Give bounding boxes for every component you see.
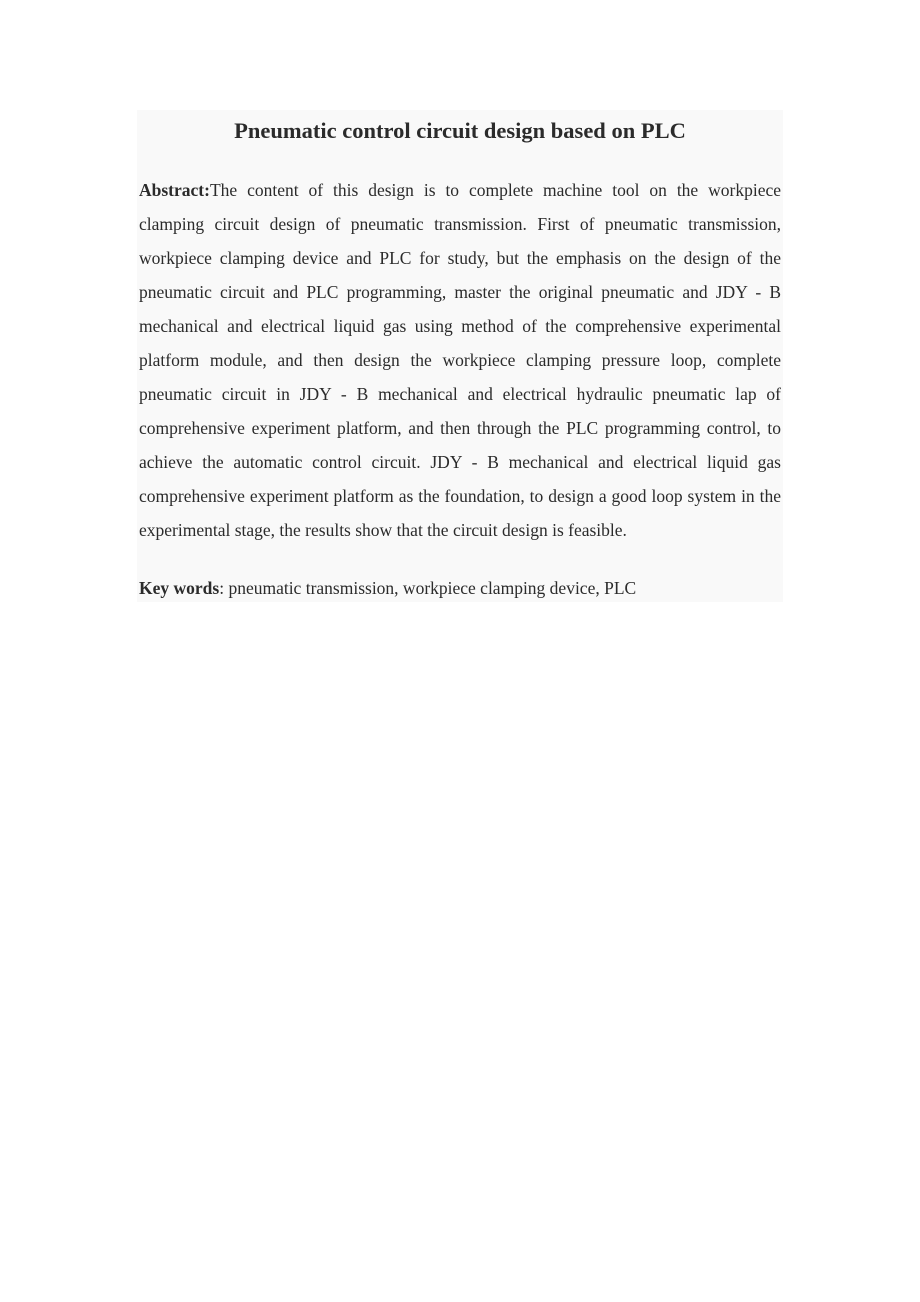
keywords-paragraph [139, 571, 781, 605]
keywords-text: : pneumatic transmission, workpiece clamping device, PLC [219, 578, 637, 598]
abstract-text: The content of this design is to complete machine tool on the workpiece clamping circuit design of pneumatic transmission. First of pneumatic transmission, workpiece clamping device and PLC for study, but the emphasis on the design of the pneumatic circuit and PLC programming, master the original pneumatic and JDY - B mechanical and electrical liquid gas using method of the comprehensive experimental platform module, and then design the workpiece clamping pressure loop, complete pneumatic circuit in JDY - B mechanical and electrical hydraulic pneumatic lap of comprehensive experiment platform, and then through the PLC programming control, to achieve the automatic control circuit. JDY - B mechanical and electrical liquid gas comprehensive experiment platform as the foundation, to design a good loop system in the experimental stage, the results show that the circuit design is feasible. [139, 180, 781, 540]
abstract-label: Abstract: [139, 180, 210, 200]
abstract-paragraph [139, 173, 781, 547]
document-title: Pneumatic control circuit design based on PLC [234, 118, 686, 143]
keywords-label: Key words [139, 578, 220, 598]
